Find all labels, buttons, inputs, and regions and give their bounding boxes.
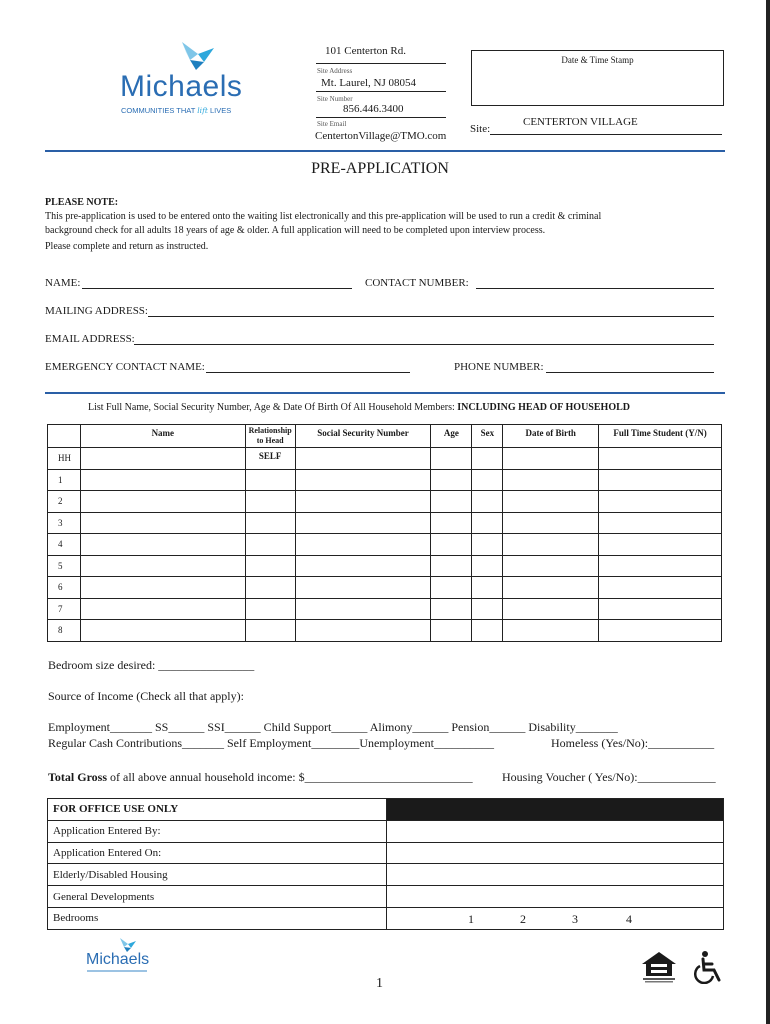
header-divider bbox=[45, 150, 725, 152]
age-cell[interactable] bbox=[431, 448, 472, 470]
site-number-line bbox=[316, 117, 446, 118]
sex-cell[interactable] bbox=[472, 598, 503, 620]
site-address-label: Site Address bbox=[317, 67, 353, 75]
office-row bbox=[48, 864, 724, 886]
office-row-label: General Developments bbox=[48, 886, 387, 908]
row-index-cell: 8 bbox=[48, 620, 81, 642]
office-row-value[interactable] bbox=[386, 842, 723, 864]
household-table bbox=[47, 424, 722, 642]
relationship-cell[interactable] bbox=[245, 620, 295, 642]
site-number-label: Site Number bbox=[317, 95, 353, 103]
household-row bbox=[48, 577, 722, 599]
full-time-student-cell[interactable] bbox=[599, 555, 722, 577]
total-gross-bold: Total Gross bbox=[48, 770, 108, 784]
office-row-label: Application Entered On: bbox=[48, 842, 387, 864]
relationship-cell[interactable]: SELF bbox=[245, 448, 295, 470]
member-name-cell[interactable] bbox=[80, 555, 245, 577]
full-time-student-cell[interactable] bbox=[599, 491, 722, 513]
tagline-pre: COMMUNITIES THAT bbox=[121, 106, 198, 115]
sex-cell[interactable] bbox=[472, 577, 503, 599]
office-use-header-row bbox=[48, 799, 724, 821]
relationship-cell[interactable] bbox=[245, 534, 295, 556]
age-cell[interactable] bbox=[431, 620, 472, 642]
household-row bbox=[48, 598, 722, 620]
logo-tagline bbox=[121, 106, 231, 115]
office-row-value[interactable] bbox=[386, 886, 723, 908]
member-name-cell[interactable] bbox=[80, 534, 245, 556]
michaels-logo bbox=[118, 40, 248, 120]
page-title: PRE-APPLICATION bbox=[311, 160, 449, 177]
office-row bbox=[48, 907, 724, 929]
row-index-cell: 5 bbox=[48, 555, 81, 577]
full-time-student-cell[interactable] bbox=[599, 534, 722, 556]
office-use-title: FOR OFFICE USE ONLY bbox=[48, 799, 387, 821]
sex-cell[interactable] bbox=[472, 555, 503, 577]
bedroom-option-2[interactable]: 2 bbox=[520, 912, 526, 926]
full-time-student-cell[interactable] bbox=[599, 577, 722, 599]
ssn-cell[interactable] bbox=[295, 512, 431, 534]
mailing-address-field[interactable] bbox=[148, 316, 714, 317]
site-email-value: CentertonVillage@TMO.com bbox=[315, 130, 447, 142]
page-edge-bar bbox=[766, 0, 770, 1024]
ssn-cell[interactable] bbox=[295, 448, 431, 470]
col-header-dob: Date of Birth bbox=[503, 425, 599, 448]
household-row bbox=[48, 448, 722, 470]
full-time-student-cell[interactable] bbox=[599, 448, 722, 470]
full-time-student-cell[interactable] bbox=[599, 598, 722, 620]
phone-number-label: PHONE NUMBER: bbox=[454, 361, 544, 373]
household-row bbox=[48, 512, 722, 534]
row-index-cell: 6 bbox=[48, 577, 81, 599]
wheelchair-accessible-icon bbox=[694, 950, 726, 984]
site-email-label: Site Email bbox=[317, 120, 347, 128]
sex-cell[interactable] bbox=[472, 469, 503, 491]
office-row bbox=[48, 842, 724, 864]
household-instruction-text: List Full Name, Social Security Number, Age & Date Of Birth Of All Household Members: bbox=[88, 402, 458, 413]
office-row bbox=[48, 886, 724, 908]
ssn-cell[interactable] bbox=[295, 620, 431, 642]
site-city-line bbox=[316, 91, 446, 92]
site-value: CENTERTON VILLAGE bbox=[523, 116, 638, 128]
ssn-cell[interactable] bbox=[295, 534, 431, 556]
ssn-cell[interactable] bbox=[295, 469, 431, 491]
member-name-cell[interactable] bbox=[80, 491, 245, 513]
housing-voucher-field[interactable]: Housing Voucher ( Yes/No):_____________ bbox=[502, 770, 716, 784]
member-name-cell[interactable] bbox=[80, 620, 245, 642]
equal-housing-icon bbox=[640, 950, 678, 984]
household-row bbox=[48, 491, 722, 513]
relationship-cell[interactable] bbox=[245, 577, 295, 599]
name-label: NAME: bbox=[45, 277, 81, 289]
note-line-1: This pre-application is used to be entered onto the waiting list electronically and this pre-application will be used to run a credit & criminal bbox=[45, 211, 602, 222]
member-name-cell[interactable] bbox=[80, 448, 245, 470]
income-line-1[interactable]: Employment_______ SS______ SSI______ Child Support______ Alimony______ Pension______ Disability_______ bbox=[48, 720, 618, 734]
member-name-cell[interactable] bbox=[80, 598, 245, 620]
date-of-birth-cell[interactable] bbox=[503, 469, 599, 491]
full-time-student-cell[interactable] bbox=[599, 512, 722, 534]
bedroom-option-1[interactable]: 1 bbox=[468, 912, 474, 926]
relationship-cell[interactable] bbox=[245, 555, 295, 577]
date-of-birth-cell[interactable] bbox=[503, 491, 599, 513]
tagline-post: LIVES bbox=[207, 106, 232, 115]
col-header-relationship: Relationship to Head bbox=[245, 425, 295, 448]
sex-cell[interactable] bbox=[472, 620, 503, 642]
relationship-cell[interactable] bbox=[245, 491, 295, 513]
logo-wordmark: Michaels bbox=[120, 70, 243, 103]
office-row bbox=[48, 820, 724, 842]
date-of-birth-cell[interactable] bbox=[503, 577, 599, 599]
household-instruction-bold: INCLUDING HEAD OF HOUSEHOLD bbox=[457, 402, 630, 413]
bird-icon bbox=[180, 40, 216, 72]
household-instruction bbox=[88, 402, 630, 413]
name-field[interactable] bbox=[82, 288, 352, 289]
date-of-birth-cell[interactable] bbox=[503, 512, 599, 534]
household-row bbox=[48, 555, 722, 577]
household-row bbox=[48, 620, 722, 642]
office-row-label: Bedrooms bbox=[48, 907, 387, 929]
date-of-birth-cell[interactable] bbox=[503, 534, 599, 556]
site-line[interactable] bbox=[490, 134, 722, 135]
page-number: 1 bbox=[376, 976, 383, 991]
relationship-cell[interactable] bbox=[245, 469, 295, 491]
income-line-2[interactable]: Regular Cash Contributions_______ Self Employment________Unemployment__________ bbox=[48, 736, 494, 750]
homeless-field[interactable]: Homeless (Yes/No):___________ bbox=[551, 736, 715, 750]
sex-cell[interactable] bbox=[472, 448, 503, 470]
site-address-line bbox=[316, 63, 446, 64]
email-address-field[interactable] bbox=[134, 344, 714, 345]
ssn-cell[interactable] bbox=[295, 577, 431, 599]
row-index-cell: 2 bbox=[48, 491, 81, 513]
footer-logo bbox=[86, 937, 156, 977]
col-header-name: Name bbox=[80, 425, 245, 448]
col-header-ssn: Social Security Number bbox=[295, 425, 431, 448]
age-cell[interactable] bbox=[431, 469, 472, 491]
age-cell[interactable] bbox=[431, 577, 472, 599]
row-index-cell: 7 bbox=[48, 598, 81, 620]
household-row bbox=[48, 534, 722, 556]
full-time-student-cell[interactable] bbox=[599, 469, 722, 491]
office-row-value[interactable] bbox=[386, 907, 723, 929]
site-label: Site: bbox=[470, 123, 491, 135]
section-divider bbox=[45, 392, 725, 394]
member-name-cell[interactable] bbox=[80, 512, 245, 534]
sex-cell[interactable] bbox=[472, 512, 503, 534]
age-cell[interactable] bbox=[431, 512, 472, 534]
office-row-value[interactable] bbox=[386, 864, 723, 886]
col-header-sex: Sex bbox=[472, 425, 503, 448]
ssn-cell[interactable] bbox=[295, 598, 431, 620]
date-time-stamp-label: Date & Time Stamp bbox=[561, 55, 634, 65]
date-of-birth-cell[interactable] bbox=[503, 555, 599, 577]
col-header-age: Age bbox=[431, 425, 472, 448]
date-of-birth-cell[interactable] bbox=[503, 448, 599, 470]
age-cell[interactable] bbox=[431, 491, 472, 513]
total-gross-field[interactable] bbox=[48, 770, 473, 785]
member-name-cell[interactable] bbox=[80, 577, 245, 599]
bedroom-size-field[interactable]: Bedroom size desired: ________________ bbox=[48, 658, 255, 672]
relationship-cell[interactable] bbox=[245, 512, 295, 534]
site-city-value: Mt. Laurel, NJ 08054 bbox=[321, 77, 417, 89]
tagline-lift: lift bbox=[197, 106, 208, 115]
age-cell[interactable] bbox=[431, 598, 472, 620]
contact-number-label: CONTACT NUMBER: bbox=[365, 277, 469, 289]
household-table-header bbox=[48, 425, 722, 448]
office-use-dark-cell bbox=[386, 799, 723, 821]
member-name-cell[interactable] bbox=[80, 469, 245, 491]
col-header-student: Full Time Student (Y/N) bbox=[599, 425, 722, 448]
income-heading: Source of Income (Check all that apply): bbox=[48, 689, 244, 703]
sex-cell[interactable] bbox=[472, 491, 503, 513]
contact-number-field[interactable] bbox=[476, 288, 714, 289]
date-of-birth-cell[interactable] bbox=[503, 620, 599, 642]
office-use-table bbox=[47, 798, 724, 930]
row-index-cell: 3 bbox=[48, 512, 81, 534]
emergency-contact-label: EMERGENCY CONTACT NAME: bbox=[45, 361, 205, 373]
ssn-cell[interactable] bbox=[295, 555, 431, 577]
note-line-2: background check for all adults 18 years of age & older. A full application will need to be completed upon interview process. bbox=[45, 225, 546, 236]
bedroom-option-4[interactable]: 4 bbox=[626, 912, 632, 926]
row-index-cell: 1 bbox=[48, 469, 81, 491]
age-cell[interactable] bbox=[431, 555, 472, 577]
age-cell[interactable] bbox=[431, 534, 472, 556]
footer-logo-tagline-rule bbox=[87, 970, 147, 972]
bedroom-option-3[interactable]: 3 bbox=[572, 912, 578, 926]
date-time-stamp-box[interactable] bbox=[471, 50, 724, 106]
full-time-student-cell[interactable] bbox=[599, 620, 722, 642]
note-heading: PLEASE NOTE: bbox=[45, 197, 119, 208]
site-number-value: 856.446.3400 bbox=[343, 103, 404, 115]
col-header-index bbox=[48, 425, 81, 448]
row-index-cell: 4 bbox=[48, 534, 81, 556]
phone-number-field[interactable] bbox=[546, 372, 714, 373]
date-of-birth-cell[interactable] bbox=[503, 598, 599, 620]
total-gross-rest: of all above annual household income: $____________________________ bbox=[107, 770, 473, 784]
ssn-cell[interactable] bbox=[295, 491, 431, 513]
mailing-address-label: MAILING ADDRESS: bbox=[45, 305, 148, 317]
email-address-label: EMAIL ADDRESS: bbox=[45, 333, 135, 345]
office-row-value[interactable] bbox=[386, 820, 723, 842]
relationship-cell[interactable] bbox=[245, 598, 295, 620]
row-index-cell: HH bbox=[48, 448, 81, 470]
note-line-3: Please complete and return as instructed. bbox=[45, 241, 209, 252]
emergency-contact-field[interactable] bbox=[206, 372, 410, 373]
footer-logo-wordmark: Michaels bbox=[86, 951, 150, 968]
site-address-value: 101 Centerton Rd. bbox=[325, 45, 406, 57]
sex-cell[interactable] bbox=[472, 534, 503, 556]
household-row bbox=[48, 469, 722, 491]
office-row-label: Elderly/Disabled Housing bbox=[48, 864, 387, 886]
office-row-label: Application Entered By: bbox=[48, 820, 387, 842]
